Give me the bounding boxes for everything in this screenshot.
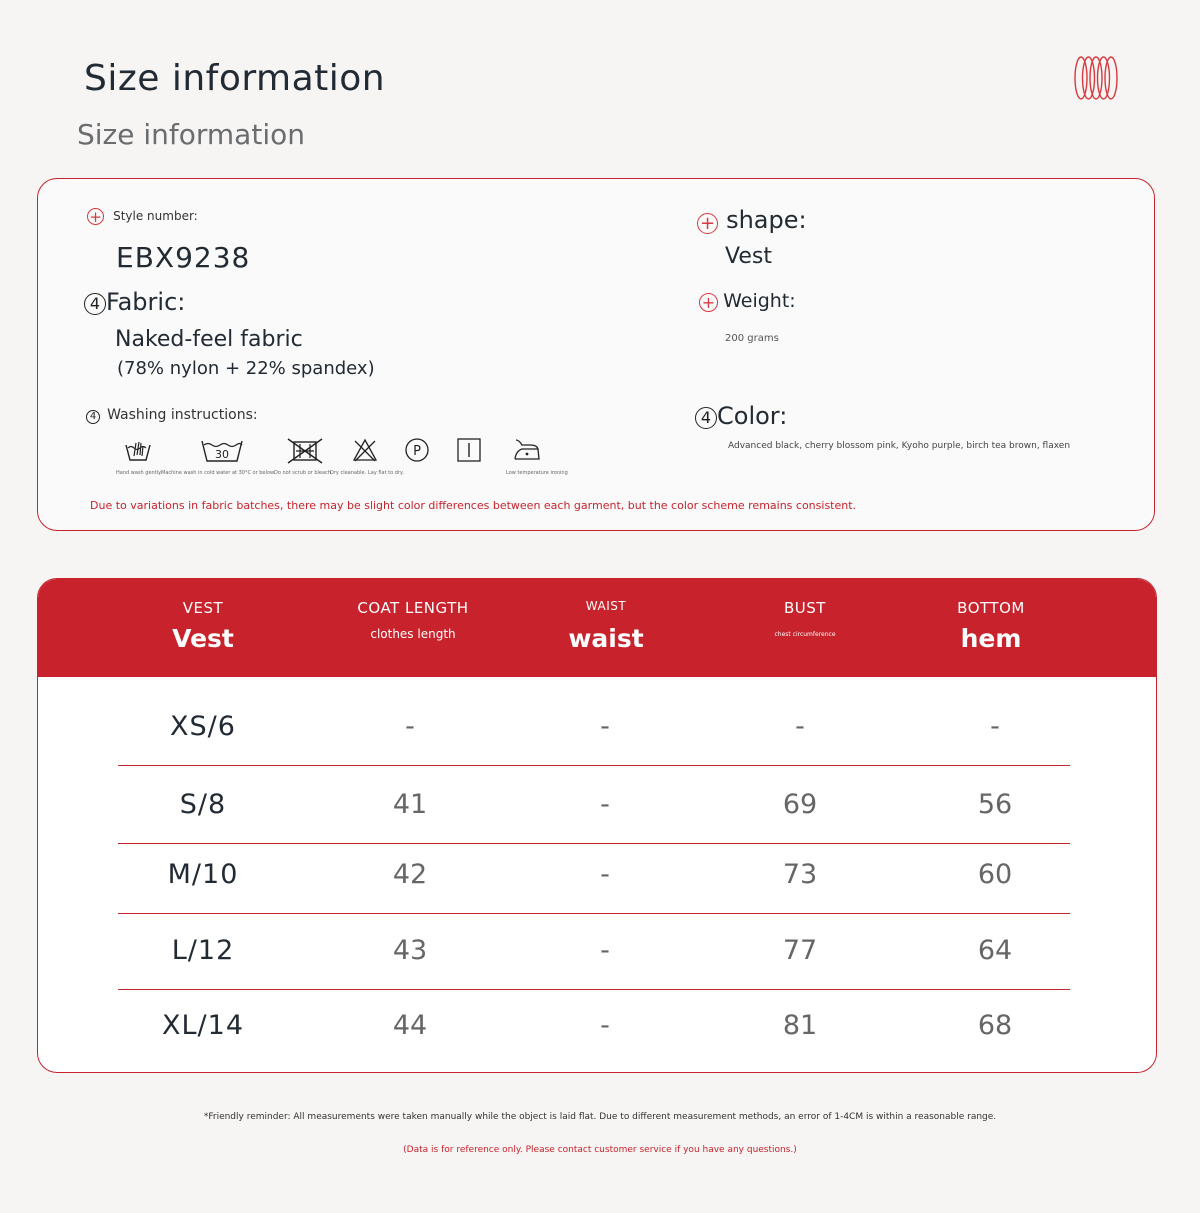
bust-cell: 69 — [782, 789, 818, 820]
length-cell: 41 — [392, 789, 428, 820]
page-subtitle: Size information — [77, 118, 305, 151]
wash-caption-layflat: Lay flat to dry. — [368, 470, 404, 476]
header-col-waist — [526, 599, 686, 653]
table-row — [118, 988, 1070, 1064]
waist-cell: - — [600, 711, 610, 742]
waist-cell: - — [600, 789, 610, 820]
circle-plus-icon: + — [87, 208, 104, 225]
product-info-card — [37, 178, 1155, 531]
fabric-label: Fabric: — [106, 288, 186, 316]
wash-caption-dryclean: Dry cleanable. — [330, 470, 367, 476]
table-header — [38, 579, 1156, 677]
shape-value: Vest — [725, 244, 772, 269]
no-bleach-icon — [352, 437, 378, 463]
header-col-vest-en: VEST — [182, 599, 224, 617]
style-number-label: Style number: — [113, 209, 198, 223]
length-cell: 43 — [392, 935, 428, 966]
weight-value: 200 grams — [725, 333, 779, 344]
wash-temperature-text: 30 — [215, 448, 229, 461]
wash-caption-iron: Low temperature ironing — [506, 470, 568, 476]
size-cell: XS/6 — [170, 711, 236, 742]
machine-wash-30-icon — [200, 437, 244, 463]
header-col-length — [328, 599, 498, 641]
style-number-value: EBX9238 — [116, 241, 251, 274]
dry-clean-letter: P — [413, 444, 421, 459]
washing-label: Washing instructions: — [107, 407, 258, 423]
header-col-vest-label: Vest — [172, 624, 234, 653]
header-col-bust — [725, 599, 885, 638]
no-scrub-icon — [286, 437, 324, 465]
header-col-bust-en: BUST — [784, 599, 826, 617]
fabric-label-row — [84, 287, 185, 315]
hand-wash-icon — [124, 437, 152, 463]
washing-label-row — [86, 404, 258, 424]
header-col-hem — [911, 599, 1071, 653]
bust-cell: 73 — [782, 859, 818, 890]
circled-four-icon: 4 — [84, 293, 106, 315]
length-cell: - — [405, 711, 415, 742]
wash-caption-machine: Machine wash in cold water at 30°C or below. — [161, 470, 276, 476]
wash-caption-scrub: Do not scrub or bleach. — [274, 470, 333, 476]
header-col-length-en: COAT LENGTH — [357, 599, 469, 617]
circled-four-small-icon: 4 — [86, 410, 100, 424]
dry-clean-icon — [404, 437, 430, 463]
header-col-length-label: clothes length — [370, 627, 456, 641]
length-cell: 44 — [392, 1010, 428, 1041]
fabric-value: Naked-feel fabric — [115, 327, 303, 352]
bust-cell: 81 — [782, 1010, 818, 1041]
size-cell: M/10 — [167, 859, 239, 890]
size-cell: L/12 — [171, 935, 235, 966]
hem-cell: 56 — [977, 789, 1013, 820]
page-title: Size information — [84, 58, 386, 99]
waist-cell: - — [600, 1010, 610, 1041]
circle-plus-icon: + — [697, 213, 718, 234]
wash-caption-hand: Hand wash gently. — [116, 470, 162, 476]
measurement-reminder: *Friendly reminder: All measurements were taken manually while the object is laid flat. Due to different measurement methods, an error of 1-4CM is within a reasonable range. — [203, 1112, 997, 1122]
color-value: Advanced black, cherry blossom pink, Kyoho purple, birch tea brown, flaxen — [728, 441, 1071, 451]
circle-plus-icon: + — [699, 293, 718, 312]
hem-cell: - — [990, 711, 1000, 742]
size-cell: XL/14 — [162, 1010, 244, 1041]
length-cell: 42 — [392, 859, 428, 890]
waist-cell: - — [600, 859, 610, 890]
shape-label-row — [697, 207, 807, 235]
header-col-hem-en: BOTTOM — [957, 599, 1025, 617]
hem-cell: 60 — [977, 859, 1013, 890]
weight-label: Weight: — [723, 290, 796, 312]
color-label: Color: — [717, 402, 788, 430]
fabric-detail: (78% nylon + 22% spandex) — [117, 358, 375, 379]
low-temp-iron-icon — [512, 437, 542, 463]
hem-cell: 64 — [977, 935, 1013, 966]
table-row — [118, 913, 1070, 990]
table-row — [118, 837, 1070, 914]
bust-cell: - — [795, 711, 805, 742]
lay-flat-dry-icon — [456, 437, 482, 463]
header-col-waist-label: waist — [568, 624, 644, 653]
style-number-label-row — [87, 207, 198, 226]
header-col-bust-label: chest circumference — [774, 631, 836, 638]
table-row — [118, 689, 1070, 766]
reference-disclaimer: (Data is for reference only. Please contact customer service if you have any questions.) — [403, 1145, 797, 1155]
waist-cell: - — [600, 935, 610, 966]
weight-label-row — [699, 291, 796, 313]
size-table — [37, 578, 1157, 1073]
hem-cell: 68 — [977, 1010, 1013, 1041]
circled-four-icon: 4 — [695, 407, 717, 429]
color-variation-note: Due to variations in fabric batches, there may be slight color differences between each garment, but the color scheme remains consistent. — [90, 499, 857, 512]
shape-label: shape: — [726, 206, 807, 234]
size-cell: S/8 — [179, 789, 227, 820]
color-label-row — [695, 401, 787, 429]
header-col-vest — [123, 599, 283, 653]
header-col-hem-label: hem — [960, 624, 1022, 653]
bust-cell: 77 — [782, 935, 818, 966]
washing-icons-row — [114, 437, 574, 467]
brand-logo-icon — [1072, 54, 1120, 102]
table-row — [118, 767, 1070, 844]
header-col-waist-en: WAIST — [585, 599, 627, 613]
